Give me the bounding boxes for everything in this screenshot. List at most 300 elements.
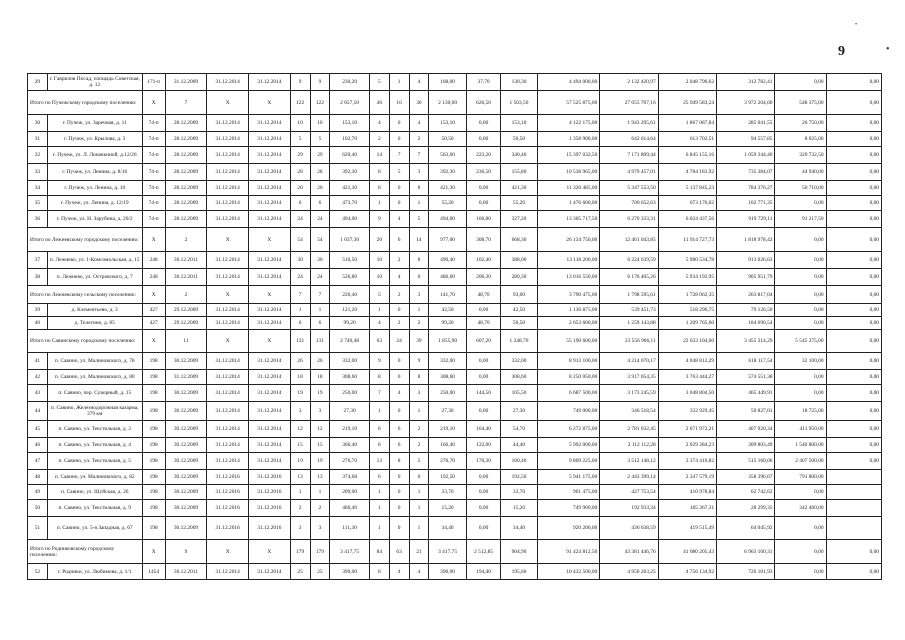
data-cell: 0,00 xyxy=(466,196,500,211)
data-cell: 20 xyxy=(369,228,389,252)
address-cell: п. Савино, ул. Текстильная, д. 3 xyxy=(47,421,142,438)
data-cell: 0,00 xyxy=(775,485,826,500)
data-cell: 153,10 xyxy=(501,115,537,132)
data-cell: 1 xyxy=(389,74,409,91)
data-cell: 735 384,07 xyxy=(717,164,775,181)
data-cell: 342 400,00 xyxy=(775,500,826,517)
data-cell: 198 xyxy=(142,385,165,402)
data-cell: 141,70 xyxy=(429,286,467,304)
data-cell: 4 xyxy=(369,317,389,330)
data-cell: 9 xyxy=(290,74,310,91)
address-cell: г. Пучеж, ул. Н. Зарубина, д. 20/2 xyxy=(47,211,142,228)
data-cell: 4 xyxy=(409,74,429,91)
data-cell: 2 132 420,97 xyxy=(600,74,658,91)
data-cell: 8 xyxy=(409,370,429,385)
data-cell: 166,40 xyxy=(429,438,467,453)
data-cell: 358 396,67 xyxy=(717,470,775,485)
data-cell: 0,00 xyxy=(466,304,500,317)
address-cell: г. Пучеж, ул. Ленина, д. 10 xyxy=(47,181,142,196)
data-cell: 198 xyxy=(142,421,165,438)
data-cell: 6 845 155,16 xyxy=(658,147,716,164)
data-cell: 1 xyxy=(369,517,389,540)
data-cell: 31.12.2014 xyxy=(249,147,291,164)
data-cell: 312 782,41 xyxy=(717,74,775,91)
row-number-cell: 30 xyxy=(28,115,48,132)
data-cell: 74-п xyxy=(142,181,165,196)
data-cell: 0 xyxy=(389,132,409,147)
data-cell: 0,00 xyxy=(826,147,881,164)
data-cell: 5 xyxy=(389,164,409,181)
data-cell: 539 451,73 xyxy=(600,304,658,317)
data-cell: 15 xyxy=(290,438,310,453)
data-cell: 308,60 xyxy=(501,370,537,385)
data-cell: 6 xyxy=(310,196,330,211)
data-cell: 31.12.2014 xyxy=(207,269,249,286)
data-cell: 18 xyxy=(310,370,330,385)
data-cell: 31.12.2014 xyxy=(207,252,249,269)
data-cell: 0,00 xyxy=(466,500,500,517)
table-row xyxy=(28,181,882,196)
data-cell: 31.12.2014 xyxy=(207,438,249,453)
data-cell: 31.12.2014 xyxy=(207,453,249,470)
data-cell: 332,00 xyxy=(501,353,537,370)
table-row xyxy=(28,211,882,228)
data-cell: 198 xyxy=(142,485,165,500)
data-cell: 0 xyxy=(389,115,409,132)
data-cell: 390,00 xyxy=(330,564,370,580)
data-cell: 198 xyxy=(142,402,165,421)
data-cell: 198 xyxy=(142,370,165,385)
data-cell: 0,00 xyxy=(775,370,826,385)
data-cell: 74-п xyxy=(142,211,165,228)
row-number-cell: 38 xyxy=(28,269,48,286)
data-cell: 198 xyxy=(142,517,165,540)
data-cell: 99,20 xyxy=(330,317,370,330)
data-cell: 31.12.2014 xyxy=(207,115,249,132)
data-cell: 29.12.2009 xyxy=(165,304,207,317)
data-cell: 184 690,54 xyxy=(717,317,775,330)
data-cell: 31.12.2014 xyxy=(249,181,291,196)
data-cell: 93,00 xyxy=(501,286,537,304)
data-cell: 31.12.2014 xyxy=(249,132,291,147)
data-cell: 25 xyxy=(310,564,330,580)
data-cell: 9 xyxy=(409,353,429,370)
data-cell: 3 790 475,00 xyxy=(537,286,600,304)
table-row xyxy=(28,485,882,500)
data-cell: 6 xyxy=(310,317,330,330)
data-cell: 7 xyxy=(310,286,330,304)
subtotal-row xyxy=(28,540,882,564)
data-cell: 285 041,55 xyxy=(717,115,775,132)
data-cell: 0,00 xyxy=(775,517,826,540)
data-cell: 8 913 100,00 xyxy=(537,353,600,370)
data-cell: 1 867 087,84 xyxy=(658,115,716,132)
data-cell: 2 xyxy=(389,317,409,330)
data-cell: 8 xyxy=(369,164,389,181)
data-cell: 31.12.2014 xyxy=(207,147,249,164)
data-cell: 919 729,11 xyxy=(717,211,775,228)
data-cell: 1 059 344,40 xyxy=(717,147,775,164)
data-cell: 18 725,00 xyxy=(775,402,826,421)
data-cell: X xyxy=(142,91,165,115)
data-cell: 620,40 xyxy=(330,147,370,164)
data-cell: 320 732,50 xyxy=(775,147,826,164)
row-number-cell: 40 xyxy=(28,317,48,330)
data-cell: 31.12.2014 xyxy=(207,164,249,181)
data-cell: 155,80 xyxy=(501,164,537,181)
data-cell: 466,40 xyxy=(330,500,370,517)
data-cell: 30.12.2011 xyxy=(165,269,207,286)
data-cell: 0,00 xyxy=(466,470,500,485)
data-cell: 427 xyxy=(142,304,165,317)
data-cell: 31.12.2009 xyxy=(165,74,207,91)
data-cell: 0,00 xyxy=(775,385,826,402)
data-cell: 0,00 xyxy=(826,304,881,317)
table-row xyxy=(28,500,882,517)
data-cell: 31.12.2014 xyxy=(249,164,291,181)
data-cell: 33,70 xyxy=(429,485,467,500)
data-cell: 1 xyxy=(310,304,330,317)
data-cell: 1 xyxy=(369,500,389,517)
row-number-cell: 34 xyxy=(28,181,48,196)
data-cell: 26 xyxy=(310,353,330,370)
data-cell: 390,00 xyxy=(429,564,467,580)
data-cell: 8 xyxy=(389,453,409,470)
data-cell: 28.12.2009 xyxy=(165,196,207,211)
row-number-cell: 51 xyxy=(28,517,48,540)
data-cell: 411 950,00 xyxy=(775,421,826,438)
data-cell: 30.12.2009 xyxy=(165,453,207,470)
data-cell: 0,00 xyxy=(826,421,881,438)
data-cell: 122 xyxy=(310,91,330,115)
data-cell: 421,30 xyxy=(330,181,370,196)
data-cell: 43 381 446,76 xyxy=(600,540,658,564)
data-cell: 4 494 000,00 xyxy=(537,74,600,91)
data-cell: 28 xyxy=(310,164,330,181)
data-cell: 20 xyxy=(310,181,330,196)
data-cell: 102 771,35 xyxy=(717,196,775,211)
data-cell: 74-п xyxy=(142,132,165,147)
data-cell: 3 917 054,35 xyxy=(600,370,658,385)
data-cell: 0,00 xyxy=(826,91,881,115)
data-cell: 0,00 xyxy=(466,353,500,370)
data-cell: 5 980 534,78 xyxy=(658,252,716,269)
table-row xyxy=(28,453,882,470)
table-row xyxy=(28,402,882,421)
data-cell: 1 503,50 xyxy=(501,91,537,115)
data-cell: 31.12.2009 xyxy=(165,370,207,385)
data-cell: 9 xyxy=(369,353,389,370)
address-cell: п. Савино, ул. Малиновского, д. 80 xyxy=(47,370,142,385)
data-cell: 30.12.2009 xyxy=(165,485,207,500)
data-cell: 427 753,54 xyxy=(600,485,658,500)
data-cell: 46 xyxy=(369,91,389,115)
table-row xyxy=(28,115,882,132)
data-cell: 54,70 xyxy=(501,421,537,438)
data-cell: 31.12.2014 xyxy=(249,385,291,402)
data-cell: 171-п xyxy=(142,74,165,91)
data-cell: 0,00 xyxy=(826,228,881,252)
data-cell: 1 xyxy=(409,500,429,517)
data-cell: 74-п xyxy=(142,164,165,181)
data-cell: X xyxy=(207,330,249,353)
data-cell: 79 126,50 xyxy=(717,304,775,317)
table-row xyxy=(28,252,882,269)
data-cell: 3 374 416,82 xyxy=(658,453,716,470)
data-cell: 27,30 xyxy=(330,402,370,421)
data-cell: 230,20 xyxy=(330,74,370,91)
data-cell: 1 209 765,60 xyxy=(658,317,716,330)
data-cell: 0,00 xyxy=(466,517,500,540)
data-cell: 0 xyxy=(389,370,409,385)
data-cell: 2 407 500,00 xyxy=(775,453,826,470)
data-cell: 3 763 444,27 xyxy=(658,370,716,385)
data-cell: X xyxy=(142,540,165,564)
data-cell: 54 xyxy=(310,228,330,252)
data-cell: 28.12.2009 xyxy=(165,164,207,181)
data-cell: 55 190 600,00 xyxy=(537,330,600,353)
data-cell: 6 272 875,00 xyxy=(537,421,600,438)
data-cell: 5 xyxy=(369,74,389,91)
address-cell: п. Савино, ул. Малиновского, д. 82 xyxy=(47,470,142,485)
data-cell: 11 914 727,73 xyxy=(658,228,716,252)
data-cell: 198 xyxy=(142,438,165,453)
data-cell: 1 xyxy=(409,517,429,540)
data-cell: 7 xyxy=(369,385,389,402)
data-cell: 24 xyxy=(310,269,330,286)
data-cell: 24 xyxy=(389,330,409,353)
data-cell: 10 538 965,00 xyxy=(537,164,600,181)
subtotal-label: Итого по Лежневскому городскому поселению: xyxy=(28,228,143,252)
data-cell: 48,70 xyxy=(466,286,500,304)
data-cell: 8 xyxy=(409,181,429,196)
table-row xyxy=(28,317,882,330)
data-cell: 164,40 xyxy=(466,421,500,438)
data-cell: 15 xyxy=(310,438,330,453)
data-cell: 0,00 xyxy=(826,402,881,421)
data-cell: 332,00 xyxy=(429,353,467,370)
data-cell: 168,00 xyxy=(429,74,467,91)
data-cell: 1 476 600,00 xyxy=(537,196,600,211)
row-number-cell: 33 xyxy=(28,164,48,181)
table-row xyxy=(28,353,882,370)
data-cell: 2 xyxy=(409,421,429,438)
data-cell: 74-п xyxy=(142,196,165,211)
data-cell: 31.12.2014 xyxy=(207,421,249,438)
data-cell: 2 xyxy=(389,252,409,269)
data-cell: 24 xyxy=(310,211,330,228)
data-cell xyxy=(826,470,881,485)
data-cell: 30 xyxy=(310,252,330,269)
data-cell: 427 xyxy=(142,317,165,330)
data-cell: 0,00 xyxy=(775,228,826,252)
data-cell: 0,00 xyxy=(826,181,881,196)
data-cell: 11 320 485,00 xyxy=(537,181,600,196)
data-cell: 192 933,34 xyxy=(600,500,658,517)
row-number-cell: 31 xyxy=(28,132,48,147)
data-cell: 436 638,59 xyxy=(600,517,658,540)
data-cell: 223,20 xyxy=(466,147,500,164)
data-cell: 327,20 xyxy=(501,211,537,228)
data-cell: 6 xyxy=(389,421,409,438)
data-cell: 2 xyxy=(165,286,207,304)
address-cell: г. Пучеж, ул. Заречная, д. 11 xyxy=(47,115,142,132)
data-cell: 0,00 xyxy=(826,269,881,286)
data-cell: 388,00 xyxy=(501,252,537,269)
data-cell: 27,30 xyxy=(429,402,467,421)
data-cell: 91 217,50 xyxy=(775,211,826,228)
data-cell: 642 614,64 xyxy=(600,132,658,147)
data-cell: 518 296,75 xyxy=(658,304,716,317)
data-cell: 0 xyxy=(389,402,409,421)
data-cell: 236,50 xyxy=(466,164,500,181)
data-cell: 8 xyxy=(369,564,389,580)
data-cell: 31.12.2014 xyxy=(249,453,291,470)
data-cell: 30.12.2009 xyxy=(165,500,207,517)
data-cell: 44 940,00 xyxy=(775,164,826,181)
data-cell: 6 224 639,59 xyxy=(600,252,658,269)
data-cell: 332,00 xyxy=(330,353,370,370)
address-cell: д. Клементьево, д. 3 xyxy=(47,304,142,317)
data-cell: 33,70 xyxy=(501,485,537,500)
data-cell: 9 xyxy=(310,74,330,91)
data-cell: 9 xyxy=(369,211,389,228)
data-cell: 1 xyxy=(369,196,389,211)
data-cell: 63 xyxy=(369,330,389,353)
data-cell: 179 xyxy=(310,540,330,564)
data-cell: 0,00 xyxy=(826,252,881,269)
data-cell: 392,30 xyxy=(330,164,370,181)
data-cell: 784 376,27 xyxy=(717,181,775,196)
subtotal-row xyxy=(28,91,882,115)
data-cell: 494,00 xyxy=(429,211,467,228)
row-number-cell: 43 xyxy=(28,385,48,402)
data-cell: 613 702,51 xyxy=(658,132,716,147)
data-cell: 4 xyxy=(389,211,409,228)
data-cell: 31.12.2016 xyxy=(207,485,249,500)
data-cell: 3 512 148,12 xyxy=(600,453,658,470)
data-cell: 34,40 xyxy=(501,517,537,540)
data-cell: 28 xyxy=(290,164,310,181)
data-cell: 198 xyxy=(142,470,165,485)
data-cell: 0 xyxy=(389,181,409,196)
data-cell: 50,50 xyxy=(501,317,537,330)
data-cell: 121,20 xyxy=(330,304,370,317)
data-cell: 28.12.2009 xyxy=(165,132,207,147)
data-cell: 130,30 xyxy=(501,74,537,91)
data-cell: 26 750,00 xyxy=(775,115,826,132)
scan-mark: • xyxy=(855,22,858,28)
data-cell: 100,40 xyxy=(501,453,537,470)
data-cell: 1 xyxy=(369,485,389,500)
data-cell: 4 214 070,17 xyxy=(600,353,658,370)
data-cell: 166,80 xyxy=(466,211,500,228)
data-cell: 0 xyxy=(389,485,409,500)
data-cell: 0,00 xyxy=(826,132,881,147)
address-cell: г. Пучеж, ул. Ленина, д. 8/16 xyxy=(47,164,142,181)
data-cell: 31.12.2016 xyxy=(249,485,291,500)
row-number-cell: 29 xyxy=(28,74,48,91)
data-cell: 8 xyxy=(369,421,389,438)
data-cell: 574 551,38 xyxy=(717,370,775,385)
data-cell: 4 950 263,25 xyxy=(600,564,658,580)
data-cell: 2 xyxy=(409,132,429,147)
data-cell: 32 100,00 xyxy=(775,353,826,370)
data-cell: 44,40 xyxy=(501,438,537,453)
address-cell: г. Пучеж, ул. Крылова, д. 3 xyxy=(47,132,142,147)
data-cell: 3 417,75 xyxy=(429,540,467,564)
data-cell: 548 375,00 xyxy=(775,91,826,115)
data-cell: 1 358 900,00 xyxy=(537,132,600,147)
data-cell: X xyxy=(142,228,165,252)
row-number-cell: 32 xyxy=(28,147,48,164)
data-cell: X xyxy=(207,91,249,115)
data-cell: 31.12.2014 xyxy=(207,132,249,147)
data-cell: 526,80 xyxy=(330,269,370,286)
data-cell: 563,60 xyxy=(429,147,467,164)
data-cell: 1454 xyxy=(142,564,165,580)
data-cell: 21 xyxy=(409,540,429,564)
data-cell: 5 941 175,00 xyxy=(537,470,600,485)
data-cell: 250,00 xyxy=(330,385,370,402)
data-cell: 5 545 275,00 xyxy=(775,330,826,353)
row-number-cell: 47 xyxy=(28,453,48,470)
data-cell: 0,00 xyxy=(826,196,881,211)
data-cell: 31.12.2014 xyxy=(249,402,291,421)
subtotal-row xyxy=(28,286,882,304)
data-cell: 198 xyxy=(142,353,165,370)
data-cell: 9 809 225,00 xyxy=(537,453,600,470)
row-number-cell: 41 xyxy=(28,353,48,370)
data-cell: 131 xyxy=(310,330,330,353)
data-cell: 31.12.2016 xyxy=(207,500,249,517)
data-cell: 8 xyxy=(409,252,429,269)
data-cell: 19 xyxy=(310,385,330,402)
table-row xyxy=(28,164,882,181)
data-cell: 20 xyxy=(290,181,310,196)
table-row xyxy=(28,517,882,540)
data-cell: 465 449,91 xyxy=(717,385,775,402)
data-cell: 31.12.2014 xyxy=(249,421,291,438)
data-cell: 607,20 xyxy=(466,330,500,353)
data-cell: 8 xyxy=(369,181,389,196)
data-cell: 4 xyxy=(389,385,409,402)
data-cell: 2 xyxy=(409,438,429,453)
data-cell: 0,00 xyxy=(775,286,826,304)
row-number-cell: 44 xyxy=(28,402,48,421)
data-cell: 248 xyxy=(142,269,165,286)
data-cell: 0,00 xyxy=(826,370,881,385)
data-cell: 31.12.2014 xyxy=(249,115,291,132)
data-cell: 6 xyxy=(290,317,310,330)
data-cell: 31.12.2014 xyxy=(207,353,249,370)
data-cell: 30 xyxy=(290,252,310,269)
data-cell: 185 367,31 xyxy=(658,500,716,517)
data-cell: 2 xyxy=(389,286,409,304)
data-cell: 510,50 xyxy=(330,252,370,269)
data-cell: 5 xyxy=(290,132,310,147)
data-cell: 28.12.2009 xyxy=(165,181,207,196)
row-number-cell: 45 xyxy=(28,421,48,438)
data-cell: 4 xyxy=(409,115,429,132)
data-cell: 3 xyxy=(290,402,310,421)
data-cell: 0,00 xyxy=(826,564,881,580)
data-cell: 8 025,00 xyxy=(775,132,826,147)
table-row xyxy=(28,564,882,580)
data-cell: 55,20 xyxy=(501,196,537,211)
scan-mark: • xyxy=(886,44,890,55)
data-cell: 28.12.2009 xyxy=(165,115,207,132)
